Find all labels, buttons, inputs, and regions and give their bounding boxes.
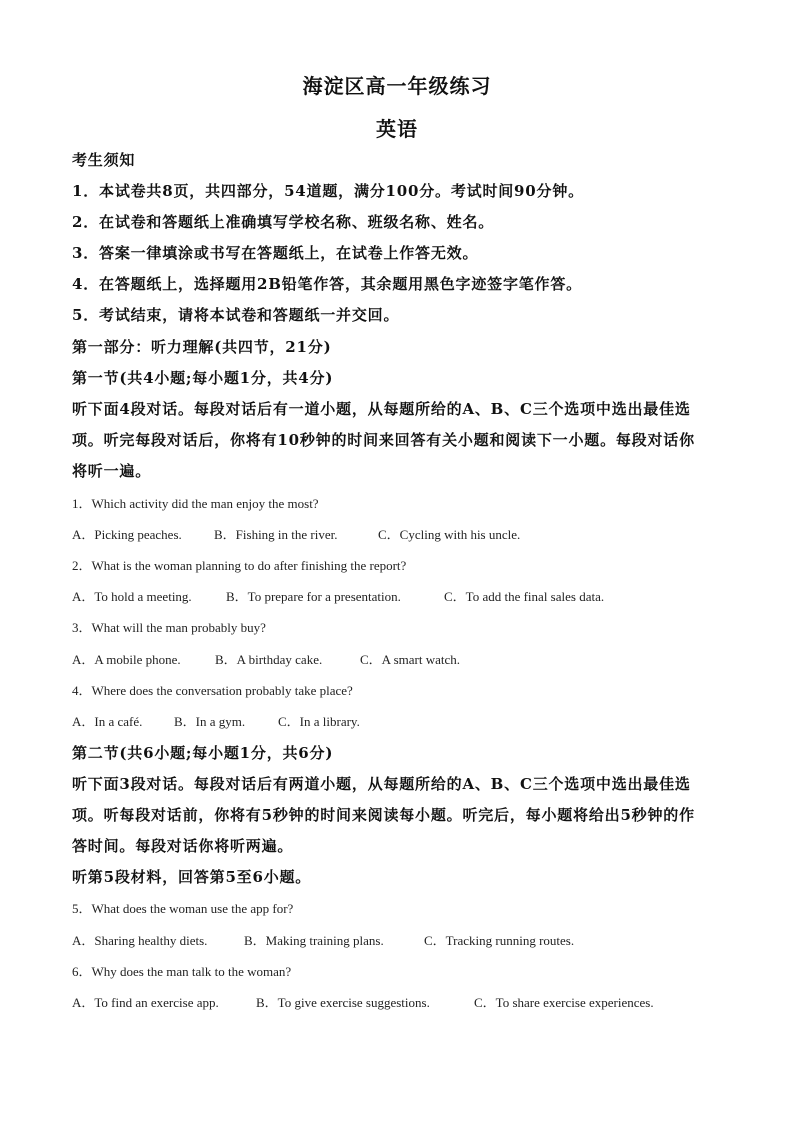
option-c: C．To share exercise experiences. — [474, 995, 654, 1010]
notice-item: 2．在试卷和答题纸上准确填写学校名称、班级名称、姓名。 — [72, 213, 495, 231]
section1-instruction: 将听一遍。 — [72, 462, 152, 480]
question-5-options — [72, 931, 732, 951]
option-c: C．Cycling with his uncle. — [378, 527, 521, 542]
section1-instruction: 听下面4段对话。每段对话后有一道小题，从每题所给的A、B、C三个选项中选出最佳选 — [72, 400, 691, 418]
option-a: A．A mobile phone. — [72, 652, 181, 667]
option-c: C．A smart watch. — [360, 652, 461, 667]
question-2-options — [72, 587, 732, 607]
option-c: C．To add the final sales data. — [444, 589, 605, 604]
notice-item: 3．答案一律填涂或书写在答题纸上，在试卷上作答无效。 — [72, 244, 479, 262]
notice-heading: 考生须知 — [72, 151, 136, 169]
notice-item: 4．在答题纸上，选择题用2B铅笔作答，其余题用黑色字迹签字笔作答。 — [72, 275, 582, 293]
option-b: B．A birthday cake. — [215, 652, 323, 667]
option-b: B．To give exercise suggestions. — [256, 995, 430, 1010]
option-c: C．Tracking running routes. — [424, 933, 575, 948]
option-a: A．In a café. — [72, 714, 143, 729]
question-5: 5．What does the woman use the app for? — [72, 901, 294, 916]
notice-item: 1．本试卷共8页，共四部分，54道题，满分100分。考试时间90分钟。 — [72, 182, 584, 200]
option-a: A．To hold a meeting. — [72, 589, 192, 604]
question-6-options — [72, 993, 732, 1013]
question-4: 4．Where does the conversation probably take place? — [72, 683, 353, 698]
exam-title: 海淀区高一年级练习 — [302, 74, 492, 98]
section2-instruction: 项。听每段对话前，你将有5秒钟的时间来阅读每小题。听完后，每小题将给出5秒钟的作 — [72, 806, 695, 824]
question-6: 6．Why does the man talk to the woman? — [72, 964, 292, 979]
question-1: 1．Which activity did the man enjoy the most? — [72, 496, 319, 511]
question-3: 3．What will the man probably buy? — [72, 620, 266, 635]
option-a: A．Picking peaches. — [72, 527, 182, 542]
exam-subject: 英语 — [376, 117, 418, 141]
option-b: B．To prepare for a presentation. — [226, 589, 401, 604]
material-heading: 听第5段材料，回答第5至6小题。 — [72, 868, 312, 886]
section2-instruction: 听下面3段对话。每段对话后有两道小题，从每题所给的A、B、C三个选项中选出最佳选 — [72, 775, 691, 793]
part1-heading: 第一部分：听力理解(共四节，21分) — [72, 338, 332, 356]
question-4-options — [72, 712, 732, 732]
option-c: C．In a library. — [278, 714, 360, 729]
section2-instruction: 答时间。每段对话你将听两遍。 — [72, 837, 294, 855]
section1-heading: 第一节(共4小题;每小题1分，共4分) — [72, 369, 334, 387]
option-b: B．Fishing in the river. — [214, 527, 338, 542]
question-1-options — [72, 525, 732, 545]
option-b: B．In a gym. — [174, 714, 246, 729]
option-b: B．Making training plans. — [244, 933, 384, 948]
section1-instruction: 项。听完每段对话后，你将有10秒钟的时间来回答有关小题和阅读下一小题。每段对话你 — [72, 431, 695, 449]
notice-item: 5．考试结束，请将本试卷和答题纸一并交回。 — [72, 306, 400, 324]
option-a: A．Sharing healthy diets. — [72, 933, 208, 948]
question-2: 2．What is the woman planning to do after finishing the report? — [72, 558, 407, 573]
section2-heading: 第二节(共6小题;每小题1分，共6分) — [72, 744, 334, 762]
option-a: A．To find an exercise app. — [72, 995, 219, 1010]
question-3-options — [72, 650, 732, 670]
